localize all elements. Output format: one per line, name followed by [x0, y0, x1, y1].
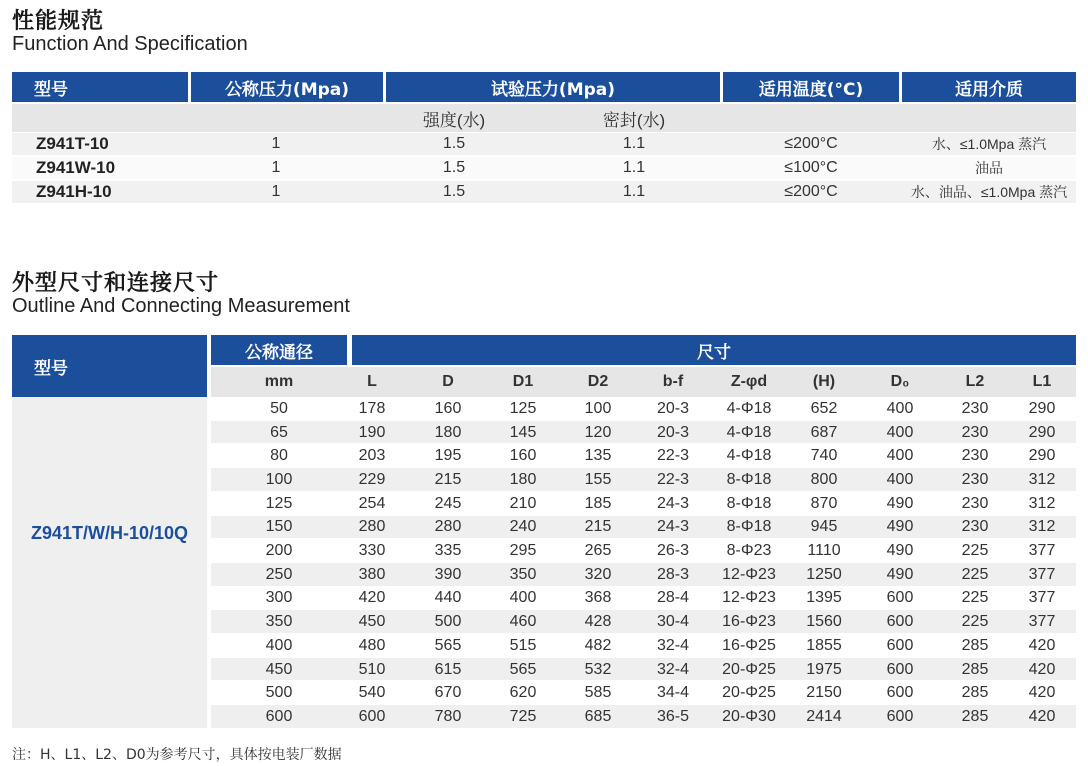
cell-col-D: 440 [434, 589, 462, 607]
cell-col-L: 280 [358, 518, 386, 536]
section2-title-en: Outline And Connecting Measurement [12, 295, 350, 317]
pn-cell: 1 [271, 159, 281, 176]
cell-col-H: 1250 [806, 565, 842, 583]
medium-cell: 水、≤1.0Mpa 蒸汽 [931, 136, 1047, 152]
cell-col-L2: 230 [961, 423, 989, 441]
cell-col-dn: 250 [265, 565, 293, 583]
footnote: 注：H、L1、L2、D0为参考尺寸，具体按电装厂数据 [12, 747, 342, 763]
cell-col-zd: 12-Φ23 [722, 589, 776, 607]
cell-col-L2: 230 [961, 470, 989, 488]
subheader-seal: 密封(水) [602, 110, 666, 130]
cell-col-L1: 290 [1028, 447, 1056, 465]
cell-col-zd: 20-Φ25 [722, 660, 776, 678]
cell-col-L: 600 [358, 707, 386, 725]
cell-col-D1: 400 [509, 589, 537, 607]
cell-col-D: 195 [434, 447, 462, 465]
strength-cell: 1.5 [442, 183, 466, 200]
cell-col-D: 500 [434, 613, 462, 631]
cell-col-L: 420 [358, 589, 386, 607]
cell-col-H: 2414 [806, 707, 842, 725]
cell-col-bf: 24-3 [656, 518, 690, 536]
column-header-col-L: L [367, 373, 377, 390]
temp-cell: ≤100°C [784, 159, 838, 176]
cell-col-bf: 24-3 [656, 494, 690, 512]
cell-col-D: 615 [434, 660, 462, 678]
cell-col-L1: 377 [1028, 613, 1056, 631]
cell-col-bf: 30-4 [656, 613, 690, 631]
strength-cell: 1.5 [442, 135, 466, 152]
cell-col-H: 740 [810, 447, 838, 465]
cell-col-D2: 155 [584, 470, 612, 488]
cell-col-dn: 100 [265, 470, 293, 488]
cell-col-H: 1855 [806, 636, 842, 654]
cell-col-H: 687 [810, 423, 838, 441]
cell-col-dn: 50 [270, 399, 288, 417]
cell-col-dn: 80 [270, 447, 288, 465]
cell-col-L: 229 [358, 470, 386, 488]
cell-col-L2: 225 [961, 542, 989, 560]
cell-col-L2: 230 [961, 399, 989, 417]
cell-col-H: 1975 [806, 660, 842, 678]
pn-cell: 1 [271, 135, 281, 152]
cell-col-D1: 125 [509, 399, 537, 417]
cell-col-bf: 22-3 [656, 447, 690, 465]
cell-col-bf: 32-4 [656, 636, 690, 654]
cell-col-D2: 320 [584, 565, 612, 583]
subheader-row [12, 104, 1076, 132]
column-header-col-H: (H) [812, 373, 836, 390]
cell-col-zd: 12-Φ23 [722, 565, 776, 583]
cell-col-L2: 285 [961, 660, 989, 678]
cell-col-D1: 460 [509, 613, 537, 631]
cell-col-L: 480 [358, 636, 386, 654]
cell-col-D1: 145 [509, 423, 537, 441]
cell-col-D0: 600 [886, 707, 914, 725]
cell-col-D2: 585 [584, 684, 612, 702]
cell-col-D1: 620 [509, 684, 537, 702]
cell-col-D2: 368 [584, 589, 612, 607]
cell-col-dn: 125 [265, 494, 293, 512]
cell-col-L1: 420 [1028, 636, 1056, 654]
cell-col-zd: 8-Φ18 [726, 470, 772, 488]
cell-col-zd: 8-Φ18 [726, 518, 772, 536]
cell-col-dn: 150 [265, 518, 293, 536]
cell-col-D: 245 [434, 494, 462, 512]
cell-col-D2: 185 [584, 494, 612, 512]
cell-col-D2: 685 [584, 707, 612, 725]
cell-col-H: 1110 [807, 542, 841, 560]
cell-col-L2: 230 [961, 447, 989, 465]
cell-col-D2: 265 [584, 542, 612, 560]
cell-col-D0: 490 [886, 542, 914, 560]
column-header-col-L1: L1 [1032, 373, 1052, 390]
cell-col-zd: 16-Φ23 [722, 613, 776, 631]
cell-col-D2: 215 [584, 518, 612, 536]
model-cell: Z941T/W/H-10/10Q [30, 522, 189, 543]
cell-col-bf: 32-4 [656, 660, 690, 678]
cell-col-zd: 8-Φ18 [726, 494, 772, 512]
section1-title-cn: 性能规范 [12, 9, 105, 34]
column-header-col-dn: mm [264, 373, 294, 390]
header-dimensions: 尺寸 [352, 335, 1076, 365]
section1-title-en: Function And Specification [12, 33, 248, 55]
cell-col-D2: 532 [584, 660, 612, 678]
cell-col-D0: 400 [886, 423, 914, 441]
cell-col-L2: 285 [961, 684, 989, 702]
cell-col-D2: 428 [584, 613, 612, 631]
cell-col-L1: 420 [1028, 707, 1056, 725]
column-header-col-L2: L2 [965, 373, 985, 390]
cell-col-H: 652 [810, 399, 838, 417]
cell-col-H: 800 [810, 470, 838, 488]
cell-col-zd: 4-Φ18 [726, 423, 772, 441]
cell-col-D0: 490 [886, 518, 914, 536]
column-header-col-D: D [442, 373, 454, 390]
cell-col-L: 330 [358, 542, 386, 560]
cell-col-zd: 4-Φ18 [726, 447, 772, 465]
cell-col-D1: 295 [509, 542, 537, 560]
cell-col-L2: 230 [961, 494, 989, 512]
cell-col-dn: 350 [265, 613, 293, 631]
cell-col-D: 160 [434, 399, 462, 417]
cell-col-L1: 312 [1028, 518, 1056, 536]
header-nominal-diameter: 公称通径 [211, 335, 347, 365]
cell-col-L1: 420 [1028, 684, 1056, 702]
cell-col-dn: 300 [265, 589, 293, 607]
cell-col-D: 780 [434, 707, 462, 725]
cell-col-D0: 600 [886, 660, 914, 678]
cell-col-L: 254 [358, 494, 386, 512]
temp-cell: ≤200°C [784, 183, 838, 200]
cell-col-L2: 225 [961, 589, 989, 607]
cell-col-D1: 725 [509, 707, 537, 725]
cell-col-zd: 8-Φ23 [726, 542, 772, 560]
cell-col-H: 945 [810, 518, 838, 536]
cell-col-D2: 120 [584, 423, 612, 441]
cell-col-L1: 377 [1028, 542, 1056, 560]
cell-col-bf: 26-3 [656, 542, 690, 560]
cell-col-D1: 515 [509, 636, 537, 654]
header-model: 型号 [12, 335, 207, 397]
cell-col-L: 190 [358, 423, 386, 441]
cell-col-D2: 135 [584, 447, 612, 465]
cell-col-D1: 210 [509, 494, 537, 512]
header-temperature: 适用温度(°C) [723, 72, 899, 102]
cell-col-bf: 20-3 [656, 399, 690, 417]
medium-cell: 油品 [975, 160, 1003, 176]
cell-col-D0: 600 [886, 613, 914, 631]
header-test-pressure: 试验压力(Mpa) [386, 72, 720, 102]
cell-col-D1: 180 [509, 470, 537, 488]
seal-cell: 1.1 [622, 135, 646, 152]
header-medium: 适用介质 [902, 72, 1076, 102]
cell-col-bf: 28-3 [656, 565, 690, 583]
cell-col-D0: 600 [886, 636, 914, 654]
cell-col-D0: 490 [886, 565, 914, 583]
cell-col-D0: 490 [886, 494, 914, 512]
cell-col-L2: 225 [961, 565, 989, 583]
cell-col-D: 335 [434, 542, 462, 560]
cell-col-L1: 420 [1028, 660, 1056, 678]
cell-col-L1: 290 [1028, 399, 1056, 417]
cell-col-L1: 312 [1028, 494, 1056, 512]
cell-col-H: 1395 [806, 589, 842, 607]
cell-col-bf: 22-3 [656, 470, 690, 488]
cell-col-D0: 400 [886, 399, 914, 417]
cell-col-dn: 500 [265, 684, 293, 702]
cell-col-bf: 28-4 [656, 589, 690, 607]
cell-col-L2: 285 [961, 636, 989, 654]
cell-col-dn: 200 [265, 542, 293, 560]
cell-col-D: 180 [434, 423, 462, 441]
cell-col-D0: 600 [886, 684, 914, 702]
cell-col-D0: 400 [886, 470, 914, 488]
cell-col-D: 215 [434, 470, 462, 488]
cell-col-L: 540 [358, 684, 386, 702]
cell-col-zd: 16-Φ25 [722, 636, 776, 654]
cell-col-L: 510 [358, 660, 386, 678]
cell-col-D1: 350 [509, 565, 537, 583]
column-header-col-bf: b-f [662, 373, 684, 390]
seal-cell: 1.1 [622, 183, 646, 200]
cell-col-D: 565 [434, 636, 462, 654]
cell-col-L: 380 [358, 565, 386, 583]
column-header-col-zd: Z-φd [730, 373, 768, 390]
cell-col-dn: 450 [265, 660, 293, 678]
cell-col-H: 2150 [806, 684, 842, 702]
cell-col-D: 670 [434, 684, 462, 702]
column-header-col-D0: D₀ [890, 373, 910, 390]
cell-col-zd: 20-Φ30 [722, 707, 776, 725]
cell-col-D1: 160 [509, 447, 537, 465]
subheader-strength: 强度(水) [422, 110, 486, 130]
medium-cell: 水、油品、≤1.0Mpa 蒸汽 [910, 184, 1068, 200]
cell-col-H: 1560 [806, 613, 842, 631]
cell-col-L: 203 [358, 447, 386, 465]
cell-col-L: 178 [358, 399, 386, 417]
model-cell: Z941W-10 [36, 158, 116, 177]
temp-cell: ≤200°C [784, 135, 838, 152]
cell-col-zd: 4-Φ18 [726, 399, 772, 417]
header-nominal-pressure: 公称压力(Mpa) [191, 72, 383, 102]
cell-col-bf: 20-3 [656, 423, 690, 441]
cell-col-L: 450 [358, 613, 386, 631]
section2-title-cn: 外型尺寸和连接尺寸 [12, 271, 220, 296]
header-model: 型号 [12, 72, 188, 102]
cell-col-L2: 285 [961, 707, 989, 725]
cell-col-D2: 482 [584, 636, 612, 654]
cell-col-D0: 600 [886, 589, 914, 607]
cell-col-D1: 565 [509, 660, 537, 678]
strength-cell: 1.5 [442, 159, 466, 176]
cell-col-dn: 65 [270, 423, 288, 441]
model-cell: Z941H-10 [36, 182, 112, 201]
pn-cell: 1 [271, 183, 281, 200]
cell-col-D: 280 [434, 518, 462, 536]
cell-col-L1: 290 [1028, 423, 1056, 441]
cell-col-L1: 377 [1028, 565, 1056, 583]
cell-col-L2: 230 [961, 518, 989, 536]
column-header-col-D2: D2 [587, 373, 609, 390]
cell-col-H: 870 [810, 494, 838, 512]
cell-col-dn: 400 [265, 636, 293, 654]
cell-col-zd: 20-Φ25 [722, 684, 776, 702]
cell-col-bf: 34-4 [656, 684, 690, 702]
model-cell: Z941T-10 [36, 134, 109, 153]
cell-col-D2: 100 [584, 399, 612, 417]
cell-col-D1: 240 [509, 518, 537, 536]
cell-col-bf: 36-5 [656, 707, 690, 725]
seal-cell: 1.1 [622, 159, 646, 176]
cell-col-D0: 400 [886, 447, 914, 465]
column-header-col-D1: D1 [512, 373, 534, 390]
cell-col-D: 390 [434, 565, 462, 583]
cell-col-L2: 225 [961, 613, 989, 631]
cell-col-dn: 600 [265, 707, 293, 725]
cell-col-L1: 312 [1028, 470, 1056, 488]
cell-col-L1: 377 [1028, 589, 1056, 607]
